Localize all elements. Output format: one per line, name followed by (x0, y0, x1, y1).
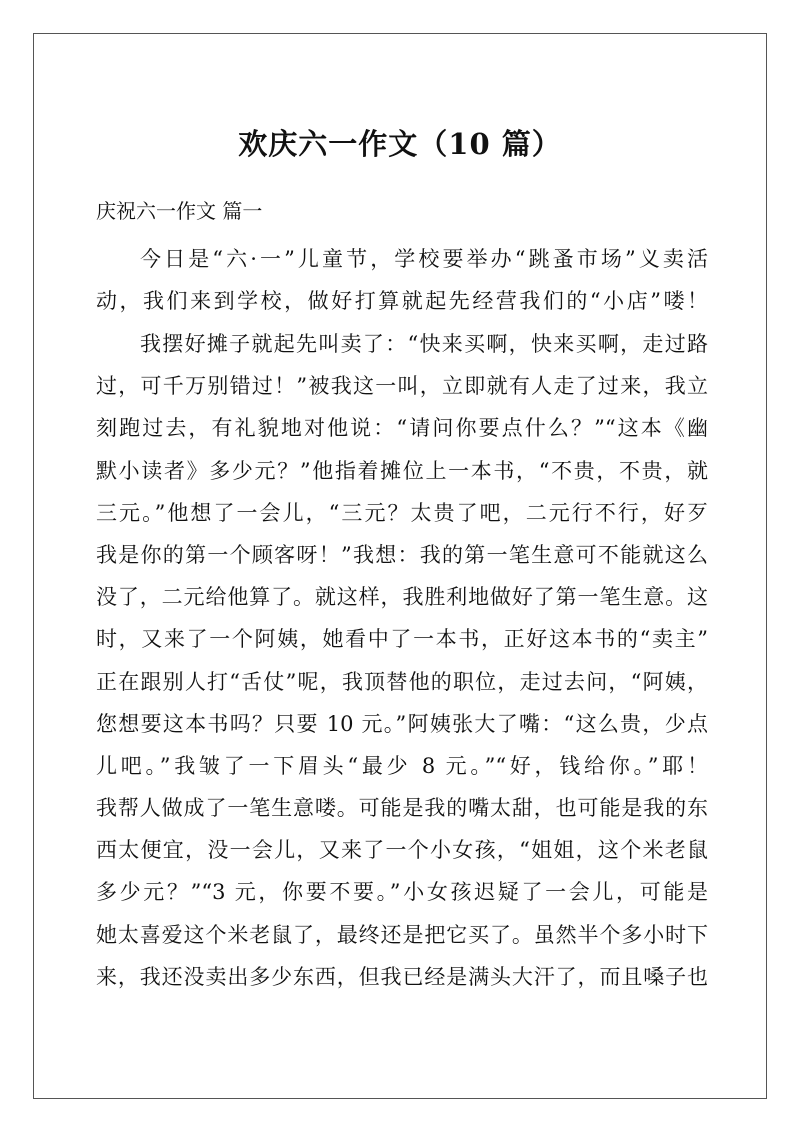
paragraph-line: 您想要这本书吗？只要 10 元。”阿姨张大了嘴：“这么贵，少点 (96, 711, 708, 736)
paragraph-line: 刻跑过去，有礼貌地对他说：“请问你要点什么？”“这本《幽 (96, 416, 708, 441)
section-heading: 庆祝六一作文 篇一 (96, 199, 263, 223)
paragraph-line: 她太喜爱这个米老鼠了，最终还是把它买了。虽然半个多小时下 (96, 922, 708, 947)
paragraph-line: 今日是“六·一”儿童节，学校要举办“跳蚤市场”义卖活 (140, 247, 708, 271)
paragraph-line: 动，我们来到学校，做好打算就起先经营我们的“小店”喽！ (96, 289, 708, 314)
paragraph-line: 默小读者》多少元？”他指着摊位上一本书，“不贵，不贵，就 (96, 458, 708, 483)
paragraph-line: 多少元？”“3 元，你要不要。”小女孩迟疑了一会儿，可能是 (96, 880, 708, 905)
paragraph-line: 三元。”他想了一会儿，“三元？太贵了吧，二元行不行，好歹 (96, 500, 708, 525)
paragraph-line: 没了，二元给他算了。就这样，我胜利地做好了第一笔生意。这 (96, 585, 708, 610)
document-title: 欢庆六一作文（10 篇） (238, 127, 562, 161)
paragraph-line: 我帮人做成了一笔生意喽。可能是我的嘴太甜，也可能是我的东 (96, 796, 708, 821)
paragraph-1 (96, 238, 708, 322)
paragraph-line: 我是你的第一个顾客呀！”我想：我的第一笔生意可不能就这么 (96, 542, 708, 567)
paragraph-line: 西太便宜，没一会儿，又来了一个小女孩，“姐姐，这个米老鼠 (96, 838, 708, 863)
paragraph-line: 来，我还没卖出多少东西，但我已经是满头大汗了，而且嗓子也 (96, 964, 708, 989)
paragraph-2 (96, 323, 708, 998)
paragraph-line: 过，可千万别错过！”被我这一叫，立即就有人走了过来，我立 (96, 374, 708, 399)
paragraph-line: 正在跟别人打“舌仗”呢，我顶替他的职位，走过去问，“阿姨， (96, 669, 708, 694)
paragraph-line: 时，又来了一个阿姨，她看中了一本书，正好这本书的“卖主” (96, 627, 708, 652)
paragraph-line: 儿吧。”我皱了一下眉头“最少 8 元。”“好，钱给你。”耶！ (96, 753, 708, 778)
paragraph-line: 我摆好摊子就起先叫卖了：“快来买啊，快来买啊，走过路 (140, 332, 708, 356)
